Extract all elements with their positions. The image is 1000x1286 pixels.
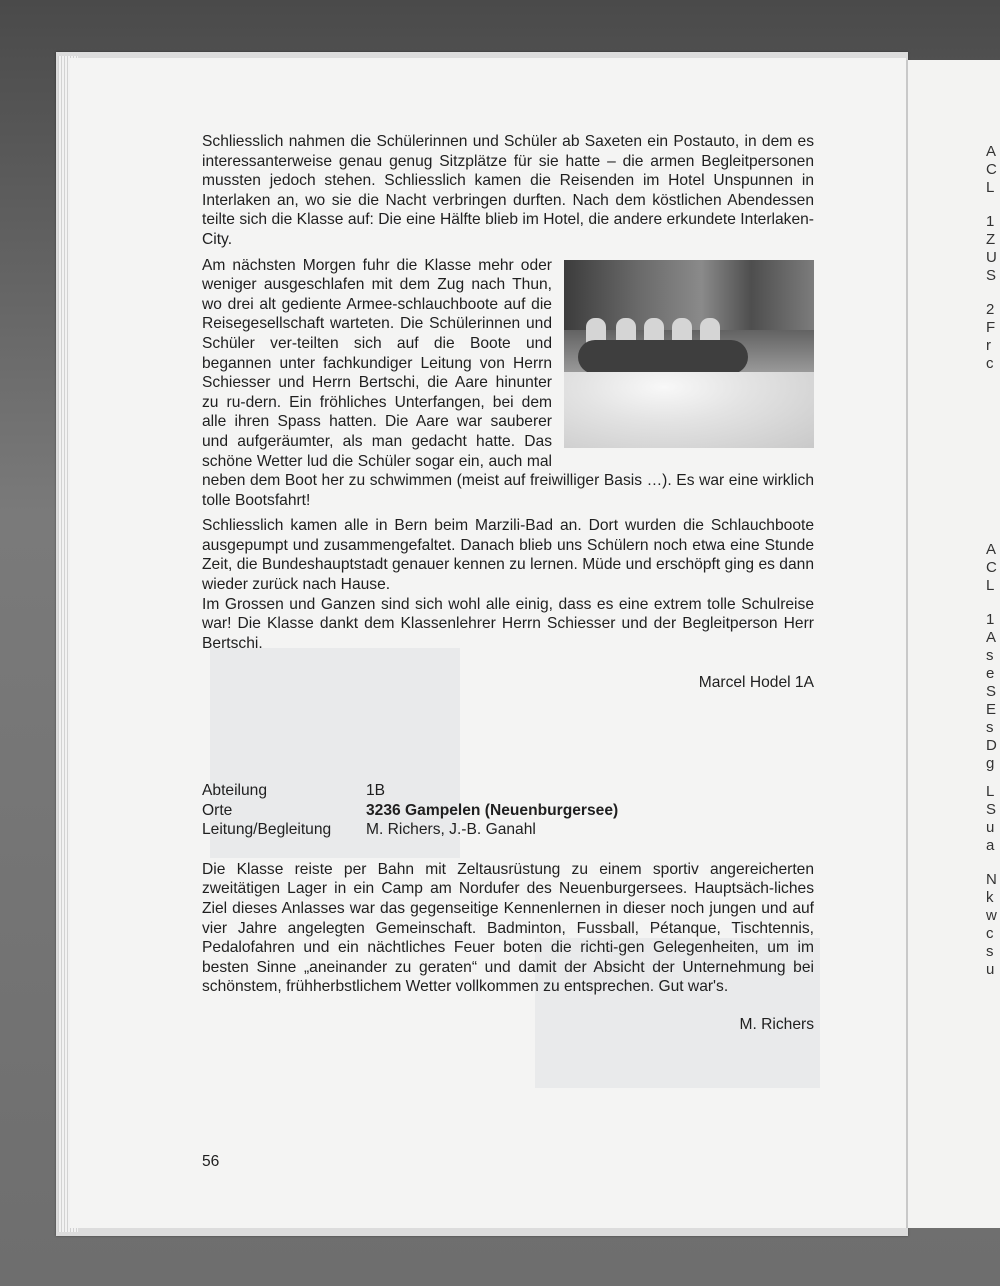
photo-raft	[578, 340, 748, 374]
info-row	[202, 801, 618, 821]
right-page-letter: A	[986, 541, 997, 558]
right-page-letter: a	[986, 837, 995, 854]
right-page-letter: D	[986, 737, 997, 754]
right-page-letter: L	[986, 577, 995, 594]
right-page-letter: N	[986, 871, 997, 888]
info-value: 3236 Gampelen (Neuenburgersee)	[366, 801, 619, 819]
right-page-letter: c	[986, 355, 994, 372]
right-page-letter: s	[986, 719, 994, 736]
right-page-letter: C	[986, 559, 997, 576]
right-page-letter: k	[986, 889, 994, 906]
article1-paragraph-4: Im Grossen und Ganzen sind sich wohl alle einig, dass es eine extrem tolle Schulreise war! Die Klasse dankt dem Klassenlehrer Herrn Schiesser und der Begleitperson Herr Bertschi.	[202, 595, 814, 652]
right-page-letter: A	[986, 629, 997, 646]
right-page-letter: u	[986, 819, 995, 836]
info-label: Orte	[202, 801, 233, 819]
right-page-letter: E	[986, 701, 997, 718]
right-page-letter: S	[986, 267, 997, 284]
rafting-photo	[564, 260, 814, 448]
right-page-letter: L	[986, 783, 995, 800]
info-table	[202, 781, 618, 840]
info-row	[202, 781, 618, 801]
right-page-letter: L	[986, 179, 995, 196]
article2-paragraph: Die Klasse reiste per Bahn mit Zeltausrüstung zu einem sportiv angereicherten zweitätigen Lager in ein Camp am Nordufer des Neuenburgersees. Hauptsäch-liches Ziel dieses Anlasses war das gegenseitige Kennenlernen in dieser noch jungen und auf vier Jahre angelegten Gemeinschaft. Badminton, Fussball, Pétanque, Tischtennis, Pedalofahren und ein nächtliches Feuer boten die richti-gen Gelegenheiten, um im besten Sinne „aneinander zu geraten“ und damit der Absicht der Unternehmung bei schönstem, frühherbstlichem Wetter vollkommen zu entsprechen. Gut war's.	[202, 860, 814, 996]
right-page-letter: S	[986, 801, 997, 818]
photo-water	[564, 372, 814, 448]
right-page-edge	[906, 60, 1000, 1228]
article1-paragraph-1: Schliesslich nahmen die Schülerinnen und Schüler ab Saxeten ein Postauto, in dem es interessanterweise genau genug Sitzplätze für sie hatte – die armen Begleitpersonen mussten jedoch stehen. Schliesslich kamen die Reisenden im Hotel Unspunnen in Interlaken an, wo sie die Nacht verbringen durften. Nach dem köstlichen Abendessen teilte sich die Klasse auf: Die eine Hälfte blieb im Hotel, die andere erkundete Interlaken-City.	[202, 133, 814, 248]
right-page-letter: c	[986, 925, 994, 942]
info-value: 1B	[366, 782, 386, 800]
info-row	[202, 820, 618, 840]
right-page-letter: C	[986, 161, 997, 178]
right-page-letter: F	[986, 319, 996, 336]
right-page-letter: g	[986, 755, 995, 772]
right-page-letter: w	[986, 907, 997, 924]
right-page-letter: 2	[986, 301, 995, 318]
article2-author: M. Richers	[739, 1015, 814, 1033]
right-page-letter: 1	[986, 611, 995, 628]
right-page-letter: U	[986, 249, 997, 266]
right-page-letter: s	[986, 647, 994, 664]
right-page-letter: Z	[986, 231, 996, 248]
right-page-letter: r	[986, 337, 991, 354]
right-page-letter: S	[986, 683, 997, 700]
article1-paragraph-2: Am nächsten Morgen fuhr die Klasse mehr oder weniger ausgeschlafen mit dem Zug nach Thun, wo drei alt gediente Armee-schlauchboote auf die Reisegesellschaft warteten. Die Schülerinnen und Schüler ver-teilten sich auf die Boote und begannen unter fachkundiger Leitung von Herrn Schiesser und Herrn Bertschi, die Aare hinunter zu ru-dern. Ein fröhliches Unterfangen, bei dem alle ihren Spass hatten. Die Aare war sauberer und aufgeräumter, als man gedacht hatte. Das schöne Wetter lud die Schüler sogar ein, auch mal neben dem Boot her zu schwimmen (meist auf freiwilliger Basis …). Es war eine wirklich tolle Bootsfahrt!	[202, 256, 814, 509]
right-page-letter: u	[986, 961, 995, 978]
page-content	[202, 132, 814, 1035]
info-label: Abteilung	[202, 782, 268, 800]
page-number: 56	[202, 1153, 220, 1170]
right-page-letter: s	[986, 943, 994, 960]
info-value: M. Richers, J.-B. Ganahl	[366, 821, 536, 839]
info-label: Leitung/Begleitung	[202, 821, 332, 839]
right-page-letter: A	[986, 143, 997, 160]
right-page-letter: e	[986, 665, 995, 682]
article1-paragraph-3: Schliesslich kamen alle in Bern beim Marzili-Bad an. Dort wurden die Schlauchboote ausgepumpt und zusammengefaltet. Danach blieb uns Schülern noch etwa eine Stunde Zeit, die Bundeshauptstadt genauer kennen zu lernen. Müde und erschöpft ging es dann wieder zurück nach Hause.	[202, 517, 814, 594]
article1-author: Marcel Hodel 1A	[698, 674, 814, 692]
right-page-letter: 1	[986, 213, 995, 230]
